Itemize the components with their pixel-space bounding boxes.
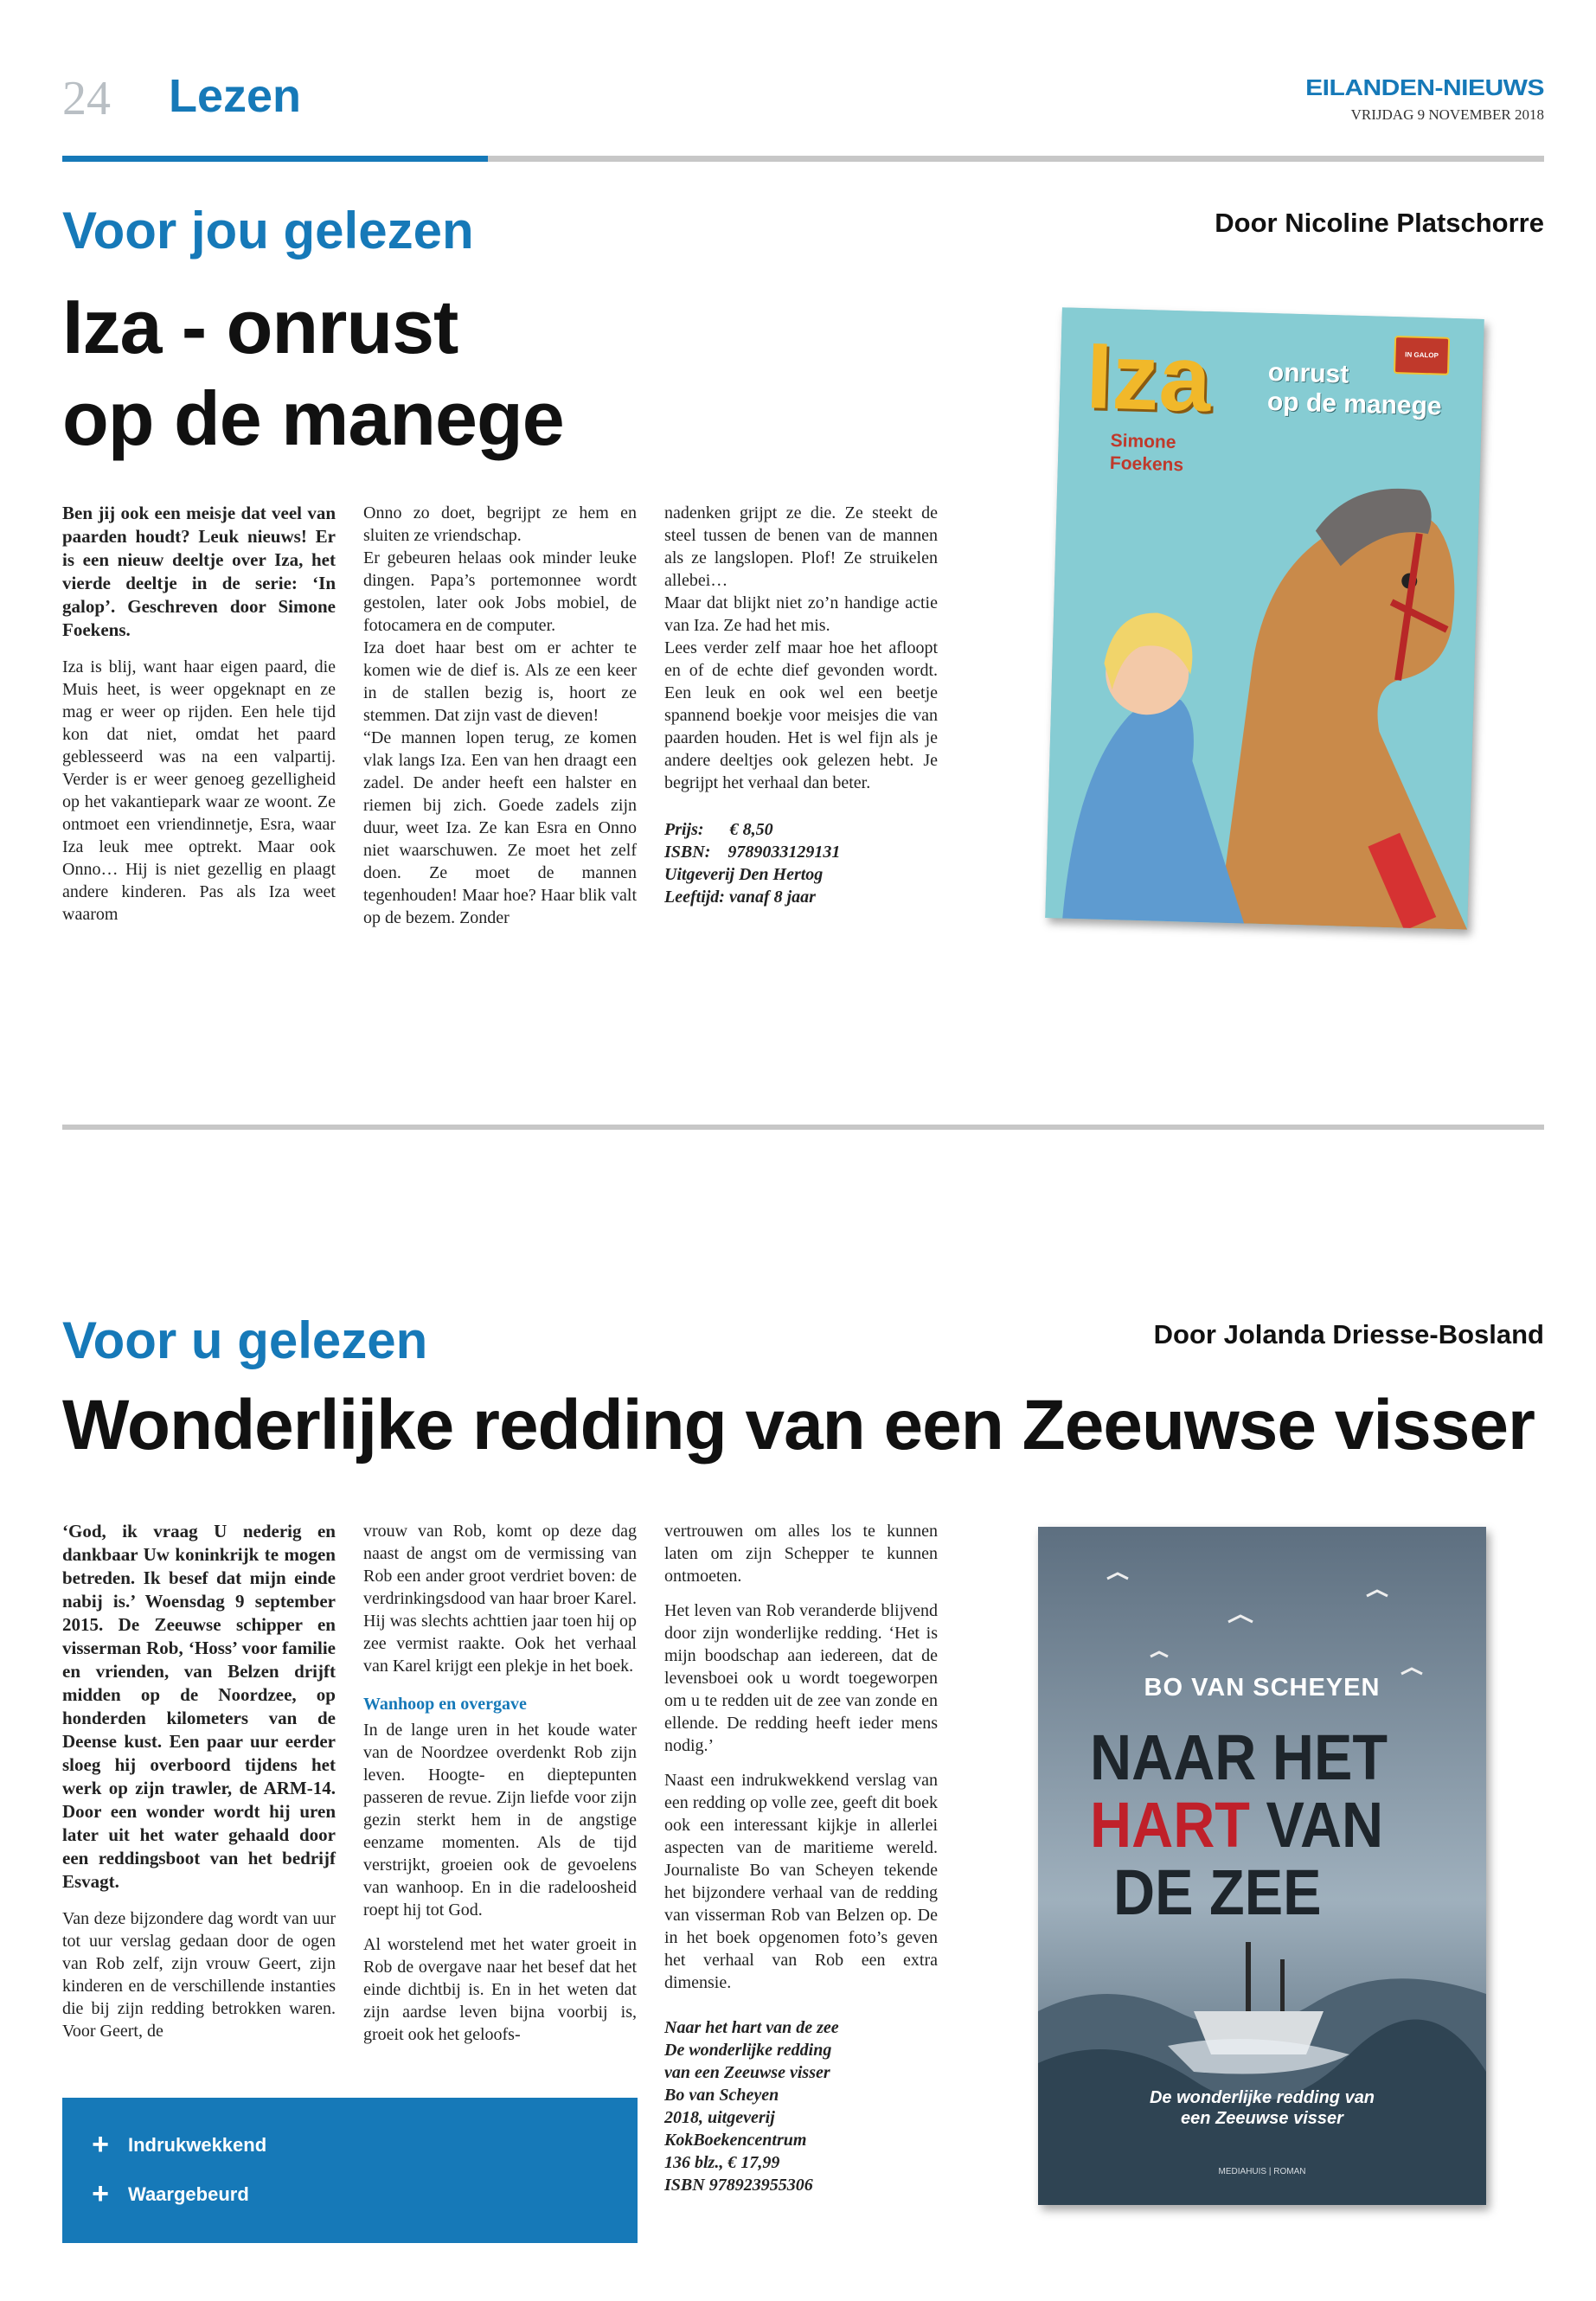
article2-paragraph: Al worstelend met het water groeit in Rob de overgave naar het besef dat het einde dichtbij is. En in het weten dat zijn aardse leven bijna voorbij is, groeit ook het geloofs-	[363, 1935, 637, 2044]
article1-paragraph: Iza is blij, want haar eigen paard, die Muis heet, is weer opgeknapt en ze mag er weer op rijden. Een hele tijd kon dat niet, omdat het paard geblesseerd was na een valpartij. Verder is er weer genoeg gezelligheid op het vakantiepark waar ze woont. Ze ontmoet een vriendinnetje, Esra, waar Iza leuk mee optrekt. Maar ook Onno… Hij is niet gezellig en plaagt andere kinderen. Pas als Iza weet waarom	[62, 657, 336, 924]
page-number: 24	[62, 72, 111, 125]
article1-paragraph: Lees verder zelf maar hoe het afloopt en of de echte dief gevonden wordt. Een leuk en ook wel een beetje spannend boekje voor meisjes die van paarden houden. Het is wel fijn als je andere deeltjes ook gelezen hebt. Je begrijpt het verhaal dan beter.	[664, 638, 938, 792]
article1-column-1	[62, 502, 336, 934]
plus-icon: +	[92, 2128, 109, 2161]
cover-subtitle: onrust op de manege	[1266, 358, 1443, 421]
plus-icon: +	[92, 2177, 109, 2210]
article2-column-3	[664, 1520, 938, 2196]
article1-paragraph: nadenken grijpt ze die. Ze steekt de steel tussen de benen van de mannen als ze langslopen. Plof! Ze struikelen allebei…	[664, 503, 938, 590]
article2-paragraph: Het leven van Rob veranderde blijvend door zijn wonderlijke redding. ‘Het is mijn boodschap aan iedereen, dat de levensboei ook u wordt toegeworpen om u te redden uit de zee van zonde en ellende. De redding heeft ieder mens nodig.’	[664, 1601, 938, 1755]
section-divider	[62, 1125, 1544, 1130]
article2-byline: Door Jolanda Driesse-Bosland	[1153, 1319, 1544, 1349]
article2-column-2	[363, 1520, 637, 2054]
cover-subtitle: De wonderlijke redding van een Zeeuwse visser	[1149, 2088, 1375, 2128]
article2-kicker: Voor u gelezen	[62, 1311, 428, 1369]
publication-date: VRIJDAG 9 NOVEMBER 2018	[1350, 106, 1544, 123]
header-rule	[62, 156, 1544, 162]
series-badge: IN GALOP	[1394, 336, 1450, 375]
cover-title: NAAR HET HART VAN DE ZEE	[1090, 1721, 1388, 1928]
article1-paragraph: Maar dat blijkt niet zo’n handige actie van Iza. Ze had het mis.	[664, 593, 938, 635]
article1-column-3	[664, 502, 938, 908]
article2-subheading: Wanhoop en overgave	[363, 1695, 527, 1714]
article1-paragraph: Er gebeuren helaas ook minder leuke dingen. Papa’s portemonnee wordt gestolen, later ook Jobs mobiel, de fotocamera en de computer.	[363, 548, 637, 635]
article1-paragraph: “De mannen lopen terug, ze komen vlak langs Iza. Een van hen draagt een zadel. De ander heeft een halster en riemen bij zich. Goede zadels zijn duur, weet Iza. Ze kan Esra en Onno niet waarschuwen. Ze moet het zelf doen. Ze moet de mannen tegenhouden! Maar hoe? Haar blik valt op de bezem. Zonder	[363, 728, 637, 927]
pros-box	[62, 2098, 638, 2243]
article1-byline: Door Nicoline Platschorre	[1215, 208, 1544, 238]
article1-column-2	[363, 502, 637, 929]
article2-paragraph: vertrouwen om alles los te kunnen laten om zijn Schepper te kunnen ontmoeten.	[664, 1522, 938, 1586]
article2-lead: ‘God, ik vraag U nederig en dankbaar Uw koninkrijk te mogen betreden. Ik besef dat mijn einde nabij is.’ Woensdag 9 september 2015. De Zeeuwse schipper en visserman Rob, ‘Hoss’ voor familie en vrienden, van Belzen drijft midden op de Noordzee, op honderden kilometers van de Deense kust. Een paar uur eerder sloeg hij overboord tijdens het werk op zijn trawler, de ARM-14. Door een wonder wordt hij uren later uit het water gehaald door een reddingsboot van het bedrijf Esvagt.	[62, 1521, 336, 1892]
book-cover-naar-het-hart-van-de-zee	[1038, 1527, 1486, 2205]
newspaper-brand: EILANDEN-NIEUWS	[1305, 76, 1544, 101]
book-cover-iza	[1045, 307, 1484, 929]
article1-paragraph: Iza doet haar best om er achter te komen wie de dief is. Als ze een keer in de stallen bezig is, hoort ze stemmen. Dat zijn vast de dieven!	[363, 638, 637, 725]
cover-imprint: MEDIAHUIS | ROMAN	[1218, 2167, 1306, 2176]
article2-paragraph: In de lange uren in het koude water van de Noordzee overdenkt Rob zijn leven. Hoogte- en dieptepunten passeren de revue. Zijn liefde voor zijn gezin sterkt hem in de angstige eenzame momenten. Als de tijd verstrijkt, groeien ook de gevoelens van wanhoop. En in die radeloosheid roept hij tot God.	[363, 1721, 637, 1920]
article1-title: Iza - onrust op de manege	[62, 284, 564, 461]
pro-item: + Indrukwekkend	[90, 2128, 266, 2162]
pro-item: + Waargebeurd	[90, 2177, 249, 2211]
article2-paragraph: vrouw van Rob, komt op deze dag naast de angst om de vermissing van Rob een ander groot verdriet boven: de verdrinkingsdood van haar broer Karel. Hij was slechts achttien jaar toen hij op zee vermist raakte. Ook het verhaal van Karel krijgt een plekje in het boek.	[363, 1522, 637, 1676]
article2-title: Wonderlijke redding van een Zeeuwse visser	[62, 1386, 1535, 1465]
article1-kicker: Voor jou gelezen	[62, 202, 474, 260]
article1-lead: Ben jij ook een meisje dat veel van paarden houdt? Leuk nieuws! Er is een nieuw deeltje over Iza, het vierde deeltje in de serie: ‘In galop’. Geschreven door Simone Foekens.	[62, 503, 336, 640]
cover-author: BO VAN SCHEYEN	[1144, 1674, 1381, 1702]
article1-paragraph: Onno zo doet, begrijpt ze hem en sluiten ze vriendschap.	[363, 503, 637, 545]
cover-title: Iza	[1085, 323, 1213, 432]
section-title: Lezen	[169, 70, 302, 122]
article2-paragraph: Van deze bijzondere dag wordt van uur tot uur verslag gedaan door de ogen van Rob zelf, zijn vrouw Geert, zijn kinderen en de verschillende instanties die bij zijn redding betrokken waren. Voor Geert, de	[62, 1909, 336, 2041]
article1-book-info: Prijs: € 8,50 ISBN: 9789033129131 Uitgeverij Den Hertog Leeftijd: vanaf 8 jaar	[664, 820, 841, 907]
article2-paragraph: Naast een indrukwekkend verslag van een redding op volle zee, geeft dit boek ook een interessant kijkje in allerlei aspecten van de maritieme wereld. Journaliste Bo van Scheyen tekende het bijzondere verhaal van de redding van visserman Rob van Belzen op. De in het boek opgenomen foto’s geven het verhaal van Rob een extra dimensie.	[664, 1771, 938, 1992]
article2-column-1	[62, 1520, 336, 2051]
cover-author: Simone Foekens	[1109, 430, 1184, 476]
article2-book-info: Naar het hart van de zee De wonderlijke redding van een Zeeuwse visser Bo van Scheyen 2018, uitgeverij KokBoekencentrum 136 blz., € 17,99 ISBN 978923955306	[664, 2018, 839, 2195]
